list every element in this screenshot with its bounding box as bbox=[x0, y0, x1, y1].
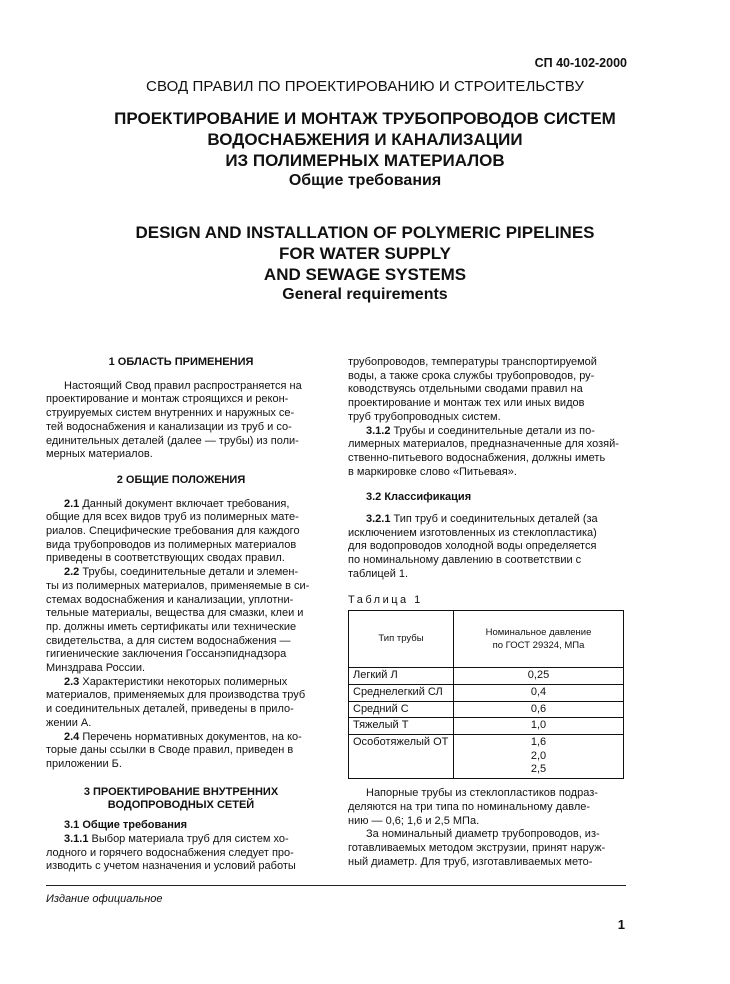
text-line: пр. должны иметь сертификаты или технические bbox=[46, 620, 297, 633]
text-line: изводить с учетом назначения и условий работы bbox=[46, 860, 296, 873]
text-line bbox=[46, 833, 316, 847]
pressure-cell bbox=[454, 735, 624, 779]
header-nominal-pressure bbox=[454, 611, 624, 668]
pressure-cell: 0,25 bbox=[454, 668, 624, 685]
clause-number: 2.1 bbox=[64, 497, 80, 510]
paragraph-nominal-diameter bbox=[348, 828, 628, 869]
clause-3-1-1 bbox=[46, 833, 316, 874]
pipe-type-cell: Тяжелый Т bbox=[349, 718, 454, 735]
document-code: СП 40-102-2000 bbox=[534, 56, 627, 70]
header-line: Номинальное давление bbox=[485, 626, 592, 638]
title-en-line: FOR WATER SUPPLY bbox=[279, 244, 451, 263]
subtitle-russian: Общие требования bbox=[288, 172, 442, 189]
text-line: Настоящий Свод правил распространяется на bbox=[64, 379, 302, 392]
section-1-paragraph bbox=[46, 380, 316, 462]
title-russian bbox=[0, 108, 730, 171]
text-line: материалов, применяемых для производства труб bbox=[46, 689, 306, 702]
text-fragment: Трубы, соединительные детали и элемен- bbox=[79, 566, 299, 579]
paragraph-fiberglass-pipes bbox=[348, 787, 628, 828]
title-ru-line: ИЗ ПОЛИМЕРНЫХ МАТЕРИАЛОВ bbox=[225, 151, 505, 170]
series-title: СВОД ПРАВИЛ ПО ПРОЕКТИРОВАНИЮ И СТРОИТЕЛЬСТВУ bbox=[146, 78, 584, 95]
text-line: тельные материалы, вещества для смазки, клеи и bbox=[46, 607, 304, 620]
left-column bbox=[46, 356, 316, 874]
text-fragment: Выбор материала труб для систем хо- bbox=[88, 832, 289, 845]
text-line: струируемых систем внутренних и наружных се- bbox=[46, 407, 295, 420]
clause-number: 2.2 bbox=[64, 566, 80, 579]
pressure-value: 2,0 bbox=[530, 749, 547, 762]
pipe-type-cell: Легкий Л bbox=[349, 668, 454, 685]
text-line: риалов. Специфические требования для каждого bbox=[46, 525, 300, 538]
clause-number: 3.1.2 bbox=[366, 424, 391, 437]
clause-number: 2.3 bbox=[64, 675, 80, 688]
pipe-type-cell: Среднелегкий СЛ bbox=[349, 684, 454, 701]
table-row bbox=[349, 718, 624, 735]
text-line: приведены в соответствующих сводах правил. bbox=[46, 552, 285, 565]
text-line: проектирование и монтаж тех или иных видов bbox=[348, 397, 585, 410]
text-line: проектирование и монтаж строящихся и рекон- bbox=[46, 393, 289, 406]
clause-number: 2.4 bbox=[64, 730, 80, 743]
text-line: единительных деталей (далее — трубы) из поли- bbox=[46, 434, 299, 447]
text-line bbox=[348, 513, 628, 527]
clause-number: 3.1.1 bbox=[64, 832, 89, 845]
pressure-cell: 0,6 bbox=[454, 701, 624, 718]
text-line: таблицей 1. bbox=[348, 567, 409, 580]
clause-2-1 bbox=[46, 498, 316, 567]
clause-number: 3.2.1 bbox=[366, 513, 391, 526]
text-line: приложении Б. bbox=[46, 757, 122, 770]
text-line: трубопроводов, температуры транспортируемой bbox=[348, 356, 597, 368]
pressure-cell: 0,4 bbox=[454, 684, 624, 701]
title-english bbox=[0, 222, 730, 285]
footer-divider bbox=[46, 885, 626, 886]
text-line: общие для всех видов труб из полимерных мате- bbox=[46, 511, 299, 524]
table-row bbox=[349, 668, 624, 685]
text-line: ный диаметр. Для труб, изготавливаемых мето- bbox=[348, 855, 593, 868]
pressure-table bbox=[348, 610, 624, 779]
header-line: по ГОСТ 29324, МПа bbox=[492, 640, 585, 652]
table-row bbox=[349, 701, 624, 718]
text-line: За номинальный диаметр трубопроводов, из- bbox=[366, 828, 600, 841]
text-line: Минздрава России. bbox=[46, 662, 146, 675]
heading-line: ВОДОПРОВОДНЫХ СЕТЕЙ bbox=[107, 799, 255, 812]
text-line: стемах водоснабжения и канализации, уплотни- bbox=[46, 593, 294, 606]
pipe-type-cell: Средний С bbox=[349, 701, 454, 718]
subsection-3-1-heading: 3.1 Общие требования bbox=[64, 819, 188, 832]
text-fragment: Тип труб и соединительных деталей (за bbox=[390, 513, 598, 526]
table-row bbox=[349, 684, 624, 701]
text-line: труб трубопроводных систем. bbox=[348, 410, 501, 423]
text-line: тей водоснабжения и канализации из труб и со- bbox=[46, 420, 292, 433]
text-line: для водопроводов холодной воды определяется bbox=[348, 540, 597, 553]
text-line: деляются на три типа по номинальному давле- bbox=[348, 800, 591, 813]
clause-2-4 bbox=[46, 731, 316, 772]
text-line: свидетельства, а для систем водоснабжения — bbox=[46, 634, 291, 647]
text-line: по номинальному давлению в соответствии с bbox=[348, 554, 582, 567]
text-line bbox=[46, 731, 316, 745]
clause-3-1-2 bbox=[348, 425, 628, 480]
text-line: воды, а также срока службы трубопроводов, ру- bbox=[348, 369, 595, 382]
subtitle-english: General requirements bbox=[282, 286, 448, 303]
title-ru-line: ВОДОСНАБЖЕНИЯ И КАНАЛИЗАЦИИ bbox=[207, 130, 523, 149]
title-en-line: DESIGN AND INSTALLATION OF POLYMERIC PIPELINES bbox=[135, 223, 595, 242]
text-line: лодного и горячего водоснабжения следует про- bbox=[46, 846, 294, 859]
text-line: готавливаемых методом экструзии, принят наруж- bbox=[348, 841, 606, 854]
text-line: и соединительных деталей, приведены в прило- bbox=[46, 703, 294, 716]
text-line bbox=[46, 566, 316, 580]
text-line: гигиенические заключения Госсанэпиднадзора bbox=[46, 648, 287, 661]
official-edition-note: Издание официальное bbox=[46, 893, 163, 905]
pressure-value: 1,6 bbox=[530, 736, 547, 749]
heading-line: 3 ПРОЕКТИРОВАНИЕ ВНУТРЕННИХ bbox=[83, 785, 279, 798]
table-header-row bbox=[349, 611, 624, 668]
text-line: нию — 0,6; 1,6 и 2,5 МПа. bbox=[348, 814, 480, 827]
text-line bbox=[348, 425, 628, 439]
text-line: мерных материалов. bbox=[46, 448, 153, 461]
text-fragment: Перечень нормативных документов, на ко- bbox=[79, 730, 302, 743]
text-line: Напорные трубы из стеклопластиков подраз- bbox=[366, 787, 598, 800]
table-label: Таблица 1 bbox=[348, 593, 423, 606]
section-2-heading: 2 ОБЩИЕ ПОЛОЖЕНИЯ bbox=[116, 473, 246, 486]
text-fragment: Данный документ включает требования, bbox=[79, 497, 290, 510]
text-line: торые даны ссылки в Своде правил, приведен в bbox=[46, 744, 294, 757]
text-fragment: Трубы и соединительные детали из по- bbox=[390, 424, 595, 437]
pipe-type-cell: Особотяжелый ОТ bbox=[349, 735, 454, 779]
text-line bbox=[46, 498, 316, 512]
text-line: лимерных материалов, предназначенные для хозяй- bbox=[348, 438, 619, 451]
section-1-heading: 1 ОБЛАСТЬ ПРИМЕНЕНИЯ bbox=[108, 356, 254, 368]
clause-2-2 bbox=[46, 566, 316, 676]
text-line: исключением изготовленных из стеклопластика) bbox=[348, 526, 597, 539]
title-en-line: AND SEWAGE SYSTEMS bbox=[263, 265, 467, 284]
text-line: в маркировке слово «Питьевая». bbox=[348, 465, 517, 478]
table-row bbox=[349, 735, 624, 779]
text-line bbox=[46, 676, 316, 690]
text-line: вида трубопроводов из полимерных материалов bbox=[46, 538, 297, 551]
header-pipe-type: Тип трубы bbox=[349, 611, 454, 668]
text-line: ты из полимерных материалов, применяемые в си- bbox=[46, 579, 310, 592]
pressure-cell: 1,0 bbox=[454, 718, 624, 735]
text-line: жении А. bbox=[46, 716, 92, 729]
text-line: ственно-питьевого водоснабжения, должны иметь bbox=[348, 451, 606, 464]
right-column bbox=[348, 356, 628, 869]
text-fragment: Характеристики некоторых полимерных bbox=[79, 675, 288, 688]
clause-2-3 bbox=[46, 676, 316, 731]
clause-3-2-1 bbox=[348, 513, 628, 582]
title-ru-line: ПРОЕКТИРОВАНИЕ И МОНТАЖ ТРУБОПРОВОДОВ СИСТЕМ bbox=[114, 109, 616, 128]
page-number: 1 bbox=[617, 917, 625, 932]
section-3-heading bbox=[46, 786, 316, 813]
text-line: ководствуясь отдельными сводами правил на bbox=[348, 383, 583, 396]
subsection-3-2-heading: 3.2 Классификация bbox=[366, 491, 472, 504]
clause-3-1-1-continued bbox=[348, 356, 628, 425]
pressure-value: 2,5 bbox=[530, 763, 547, 776]
